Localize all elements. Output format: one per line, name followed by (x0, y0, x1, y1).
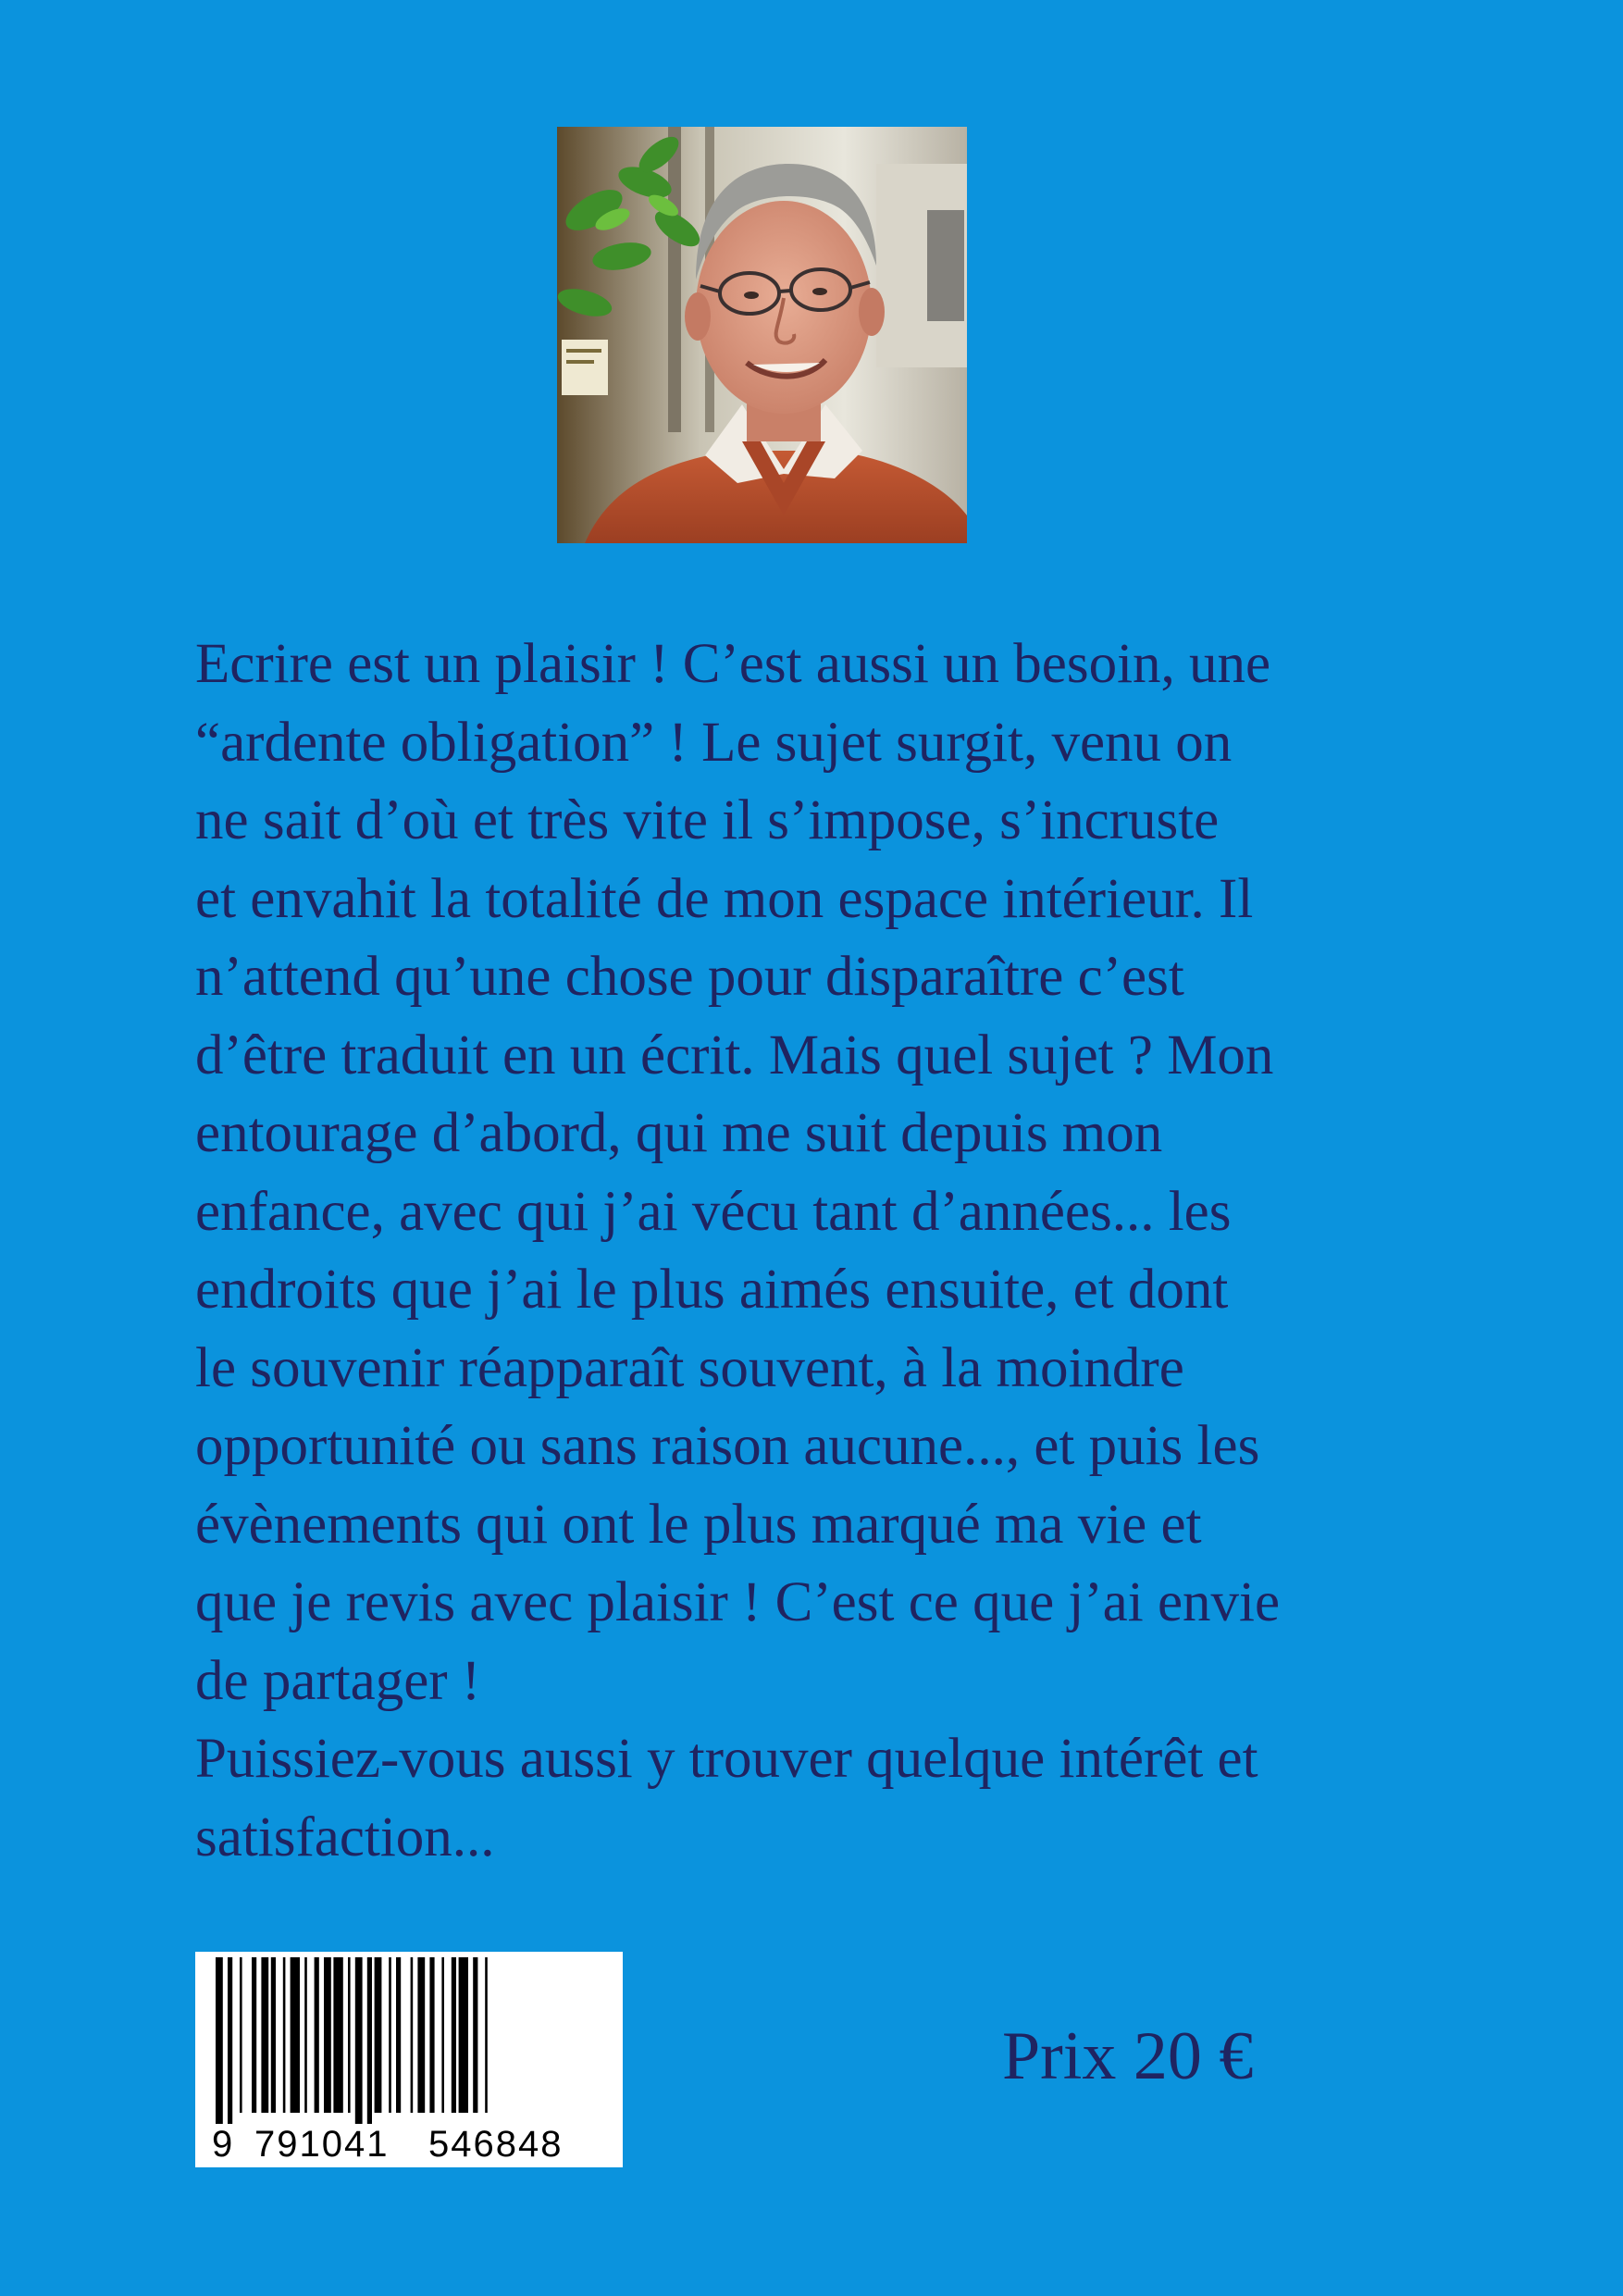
blurb-line: et envahit la totalité de mon espace intérieur. Il (195, 867, 1254, 930)
barcode-bar (252, 1957, 256, 2113)
blurb-line: Puissiez-vous aussi y trouver quelque intérêt et (195, 1728, 1258, 1790)
blurb-line: que je revis avec plaisir ! C’est ce que j’ai envie (195, 1571, 1281, 1633)
blurb-line: opportunité ou sans raison aucune..., et puis les (195, 1415, 1260, 1477)
isbn-barcode (195, 1952, 623, 2167)
barcode-bar (283, 1957, 286, 2113)
blurb-line: satisfaction... (195, 1806, 495, 1868)
barcode-bar (396, 1957, 401, 2113)
blurb-line: ne sait d’où et très vite il s’impose, s’incruste (195, 789, 1220, 851)
blurb-line: d’être traduit en un écrit. Mais quel sujet ? Mon (195, 1024, 1274, 1086)
barcode-bar (333, 1957, 342, 2113)
blurb-line: évènements qui ont le plus marqué ma vie et (195, 1493, 1202, 1556)
blurb-line: de partager ! (195, 1649, 481, 1712)
blurb-line: endroits que j’ai le plus aimés ensuite, et dont (195, 1259, 1229, 1321)
barcode-bar (228, 1957, 232, 2124)
blurb-line: enfance, avec qui j’ai vécu tant d’années... les (195, 1180, 1232, 1243)
barcode-bar (315, 1957, 319, 2113)
barcode-bar (485, 1957, 488, 2113)
barcode-bar (389, 1957, 391, 2113)
barcode-bar (411, 1957, 414, 2113)
blurb-line: Ecrire est un plaisir ! C’est aussi un besoin, une (195, 633, 1271, 695)
barcode-right-group: 546848 (428, 2124, 564, 2165)
blurb-line: le souvenir réapparaît souvent, à la moindre (195, 1336, 1184, 1399)
barcode-bar (473, 1957, 477, 2113)
barcode-bar (375, 1957, 382, 2113)
barcode-left-group: 791041 (254, 2124, 390, 2165)
back-cover-blurb (195, 626, 1509, 1877)
barcode-bar (429, 1957, 434, 2113)
price-label: Prix 20 € (1002, 2018, 1254, 2094)
barcode-bar (240, 1957, 242, 2113)
barcode-bar (441, 1957, 444, 2113)
barcode-bar (355, 1957, 363, 2124)
barcode-bar (261, 1957, 268, 2113)
author-photo (557, 127, 967, 543)
barcode-bar (216, 1957, 223, 2124)
barcode-digits (195, 2124, 623, 2165)
blurb-line: entourage d’abord, qui me suit depuis mon (195, 1102, 1163, 1164)
barcode-bar (459, 1957, 468, 2113)
barcode-bar (417, 1957, 425, 2113)
barcode-bar (271, 1957, 276, 2113)
barcode-bar (291, 1957, 300, 2113)
author-portrait-icon (557, 127, 967, 543)
barcode-bar (324, 1957, 331, 2113)
barcode-bar (348, 1957, 351, 2113)
blurb-line: “ardente obligation” ! Le sujet surgit, venu on (195, 711, 1233, 774)
barcode-first-digit: 9 (212, 2124, 233, 2165)
barcode-bar (304, 1957, 307, 2113)
barcode-bars-icon (195, 1952, 623, 2128)
barcode-bar (367, 1957, 372, 2124)
barcode-bar (452, 1957, 456, 2113)
blurb-line: n’attend qu’une chose pour disparaître c’est (195, 946, 1184, 1008)
